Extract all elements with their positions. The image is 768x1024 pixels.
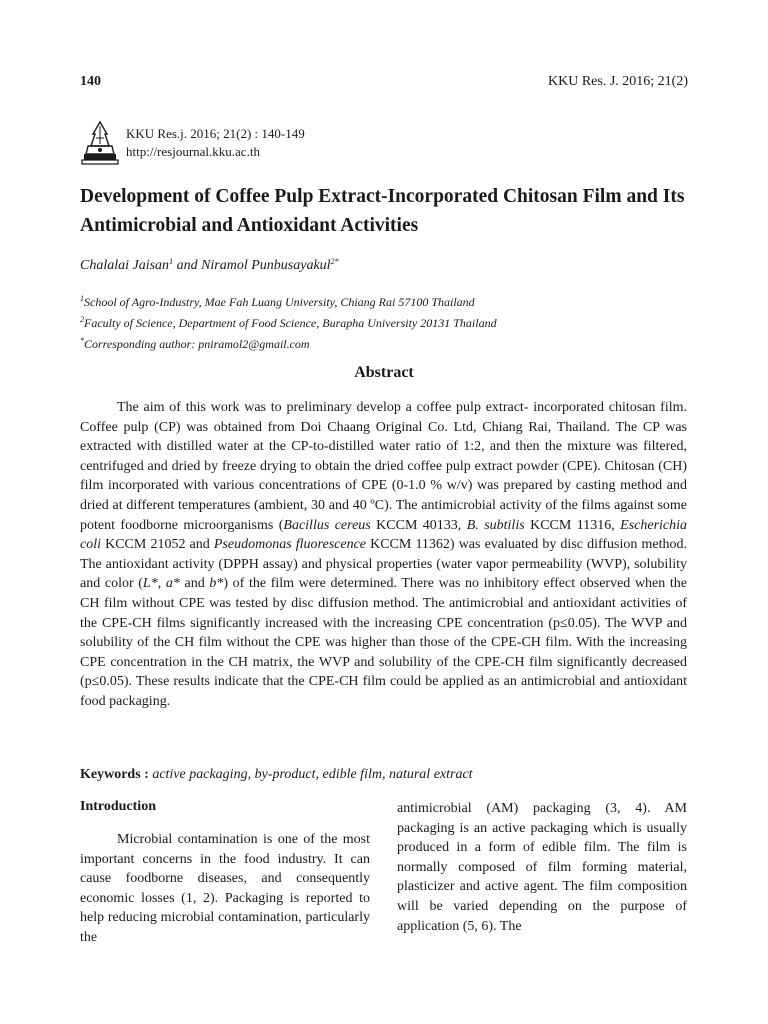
keywords-text: active packaging, by-product, edible film, natural extract <box>152 767 473 782</box>
abstract-text: The aim of this work was to preliminary develop a coffee pulp extract- incorporated chitosan film. Coffee pulp (CP) was obtained from Doi Chaang Original Co. Ltd, Chiang Rai, Thailand. The CP was extracted with distilled water at the CP-to-distilled water ratio of 1:2, and then the mixture was filtered, centrifuged and dried by freeze drying to obtain the dried coffee pulp extract powder (CPE). Chitosan (CH) film incorporated with various concentrations of CPE (0-1.0 % w/v) was prepared by casting method and dried at different temperatures (ambient, 30 and 40 ºC). The antimicrobial activity of the films against some potent foodborne microorganisms ( <box>80 400 687 533</box>
author-name: Niramol Punbusayakul <box>201 258 331 273</box>
affiliation-mark: 1 <box>80 294 84 303</box>
abstract-text: KCCM 11362) was evaluated by disc diffusion method. The antioxidant activity (DPPH assay) and physical properties (water vapor permeability (WVP), solubility and color ( <box>80 537 687 592</box>
article-title: Development of Coffee Pulp Extract-Incorporated Chitosan Film and Its Antimicrobial and Antioxidant Activities <box>80 186 685 236</box>
running-head: KKU Res. J. 2016; 21(2) <box>548 74 688 89</box>
species-name: B. subtilis <box>466 517 525 533</box>
author-name: Chalalai Jaisan <box>80 258 170 273</box>
corresponding-author: Corresponding author: pniramol2@gmail.com <box>84 337 310 351</box>
abstract-text: KCCM 21052 and <box>101 537 214 553</box>
affiliation-line <box>80 290 497 311</box>
journal-citation: KKU Res.j. 2016; 21(2) : 140-149 <box>126 126 305 141</box>
author-list <box>80 257 339 274</box>
color-coordinate: a* <box>165 576 180 592</box>
keywords <box>80 767 687 783</box>
species-name: Bacillus cereus <box>283 517 371 533</box>
affiliation-line <box>80 332 497 353</box>
color-coordinate: L* <box>142 576 158 592</box>
species-name: Pseudomonas fluorescence <box>213 537 366 553</box>
page-number: 140 <box>80 74 101 89</box>
university-seal-icon <box>80 120 120 166</box>
introduction-right-column: antimicrobial (AM) packaging (3, 4). AM packaging is an active packaging which is usually produced in a form of edible film. The film is normally composed of film forming material, plasticizer and active agent. The film composition will be varied depending on the purpose of application (5, 6). The <box>397 801 687 934</box>
keywords-label: Keywords : <box>80 767 149 782</box>
abstract-text: ) of the film were determined. There was no inhibitory effect observed when the CH film without CPE was tested by disc diffusion method. The antimicrobial and antioxidant activities of the CPE-CH films significantly increased with the increasing CPE concentration (p≤0.05). The WVP and solubility of the CH film without the CPE was higher than those of the CPE-CH film. With the increasing CPE concentration in the CH matrix, the WVP and solubility of the CPE-CH film significantly decreased (p≤0.05). These results indicate that the CPE-CH film could be applied as an antimicrobial and antioxidant food packaging. <box>80 576 688 709</box>
abstract-text: KCCM 40133, <box>370 517 467 533</box>
abstract-text: and <box>179 576 210 592</box>
abstract-heading: Abstract <box>354 364 414 381</box>
author-affiliation-mark: 1 <box>169 257 174 266</box>
affiliation-mark: 2 <box>80 315 84 324</box>
abstract-text: , <box>157 576 166 592</box>
abstract-body <box>80 398 687 712</box>
affiliation-text: School of Agro-Industry, Mae Fah Luang University, Chiang Rai 57100 Thailand <box>84 295 475 309</box>
species-name: Escherichia coli <box>80 517 688 553</box>
journal-info <box>126 125 305 161</box>
introduction-left-column: Microbial contamination is one of the most important concerns in the food industry. It can cause foodborne diseases, and consequently economic losses (1, 2). Packaging is reported to help reducing microbial contamination, particularly the <box>80 832 370 945</box>
affiliations <box>80 290 497 353</box>
affiliation-mark: * <box>80 336 84 345</box>
journal-url[interactable]: http://resjournal.kku.ac.th <box>126 144 260 159</box>
affiliation-line <box>80 311 497 332</box>
affiliation-text: Faculty of Science, Department of Food Science, Burapha University 20131 Thailand <box>84 316 497 330</box>
color-coordinate: b* <box>209 576 224 592</box>
introduction-heading: Introduction <box>80 799 156 814</box>
author-joiner: and <box>173 258 202 273</box>
author-affiliation-mark: 2* <box>330 257 339 266</box>
abstract-text: KCCM 11316, <box>524 517 621 533</box>
